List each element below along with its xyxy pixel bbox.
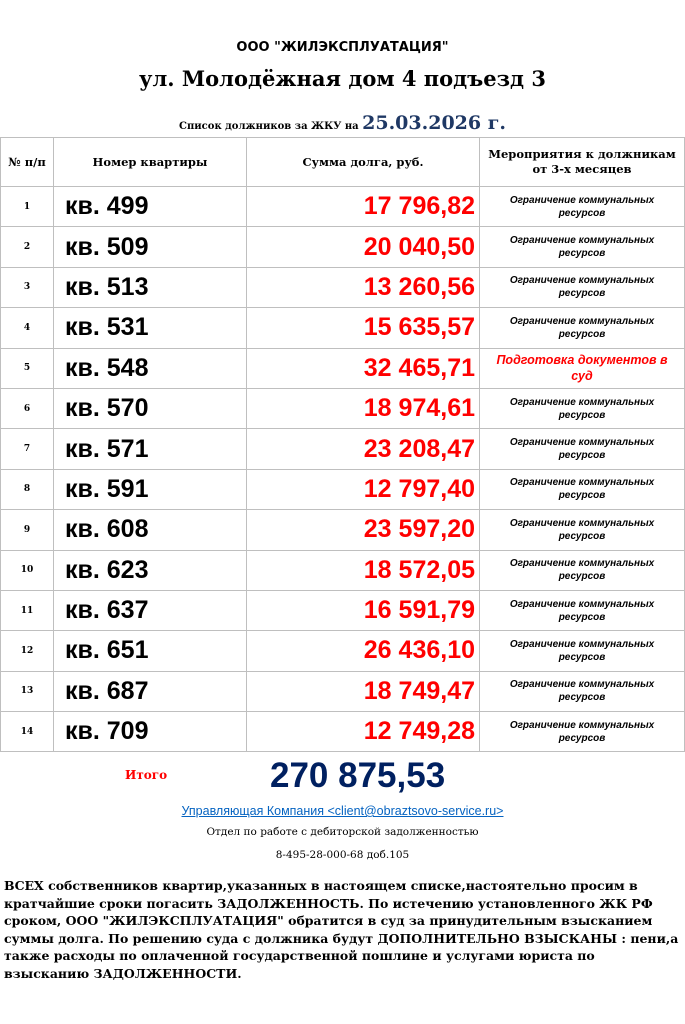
table-row: [1, 712, 685, 752]
column-header-debt: Сумма долга, руб.: [247, 138, 480, 187]
debt-amount: 23 597,20: [247, 510, 480, 550]
debt-amount: 18 572,05: [247, 550, 480, 590]
table-row: [1, 510, 685, 550]
debtors-table: [0, 137, 685, 752]
apartment-number: кв. 608: [54, 510, 247, 550]
debt-amount: 12 749,28: [247, 712, 480, 752]
table-row: [1, 388, 685, 428]
debtor-action: Ограничение коммунальных ресурсов: [480, 550, 685, 590]
apartment-number: кв. 499: [54, 187, 247, 227]
table-row: [1, 590, 685, 630]
apartment-number: кв. 709: [54, 712, 247, 752]
row-number: 13: [1, 671, 54, 711]
row-number: 5: [1, 348, 54, 388]
debtor-action: Ограничение коммунальных ресурсов: [480, 187, 685, 227]
apartment-number: кв. 687: [54, 671, 247, 711]
debtor-action: Ограничение коммунальных ресурсов: [480, 227, 685, 267]
table-row: [1, 631, 685, 671]
apartment-number: кв. 548: [54, 348, 247, 388]
row-number: 11: [1, 590, 54, 630]
debtor-action: Ограничение коммунальных ресурсов: [480, 267, 685, 307]
table-row: [1, 429, 685, 469]
debt-amount: 23 208,47: [247, 429, 480, 469]
row-number: 14: [1, 712, 54, 752]
phone-number: 8-495-28-000-68 доб.105: [275, 849, 410, 861]
total-label: Итого: [125, 768, 168, 782]
column-header-apartment: Номер квартиры: [54, 138, 247, 187]
debtor-action: Подготовка документов в суд: [480, 348, 685, 388]
debtor-action: Ограничение коммунальных ресурсов: [480, 429, 685, 469]
row-number: 8: [1, 469, 54, 509]
row-number: 3: [1, 267, 54, 307]
debtor-action: Ограничение коммунальных ресурсов: [480, 388, 685, 428]
apartment-number: кв. 651: [54, 631, 247, 671]
row-number: 7: [1, 429, 54, 469]
list-prefix: Список должников за ЖКУ на: [178, 121, 359, 132]
debt-amount: 18 974,61: [247, 388, 480, 428]
list-subtitle: [0, 112, 685, 134]
apartment-number: кв. 637: [54, 590, 247, 630]
debt-amount: 26 436,10: [247, 631, 480, 671]
apartment-number: кв. 591: [54, 469, 247, 509]
apartment-number: кв. 513: [54, 267, 247, 307]
debt-amount: 16 591,79: [247, 590, 480, 630]
table-header-row: [1, 138, 685, 187]
debt-amount: 12 797,40: [247, 469, 480, 509]
table-row: [1, 187, 685, 227]
address-title: ул. Молодёжная дом 4 подъезд 3: [139, 66, 546, 91]
table-row: [1, 469, 685, 509]
debtor-action: Ограничение коммунальных ресурсов: [480, 631, 685, 671]
table-row: [1, 227, 685, 267]
debtor-action: Ограничение коммунальных ресурсов: [480, 590, 685, 630]
row-number: 9: [1, 510, 54, 550]
column-header-number: № п/п: [1, 138, 54, 187]
organization-name: ООО "ЖИЛЭКСПЛУАТАЦИЯ": [236, 40, 449, 55]
debtor-action: Ограничение коммунальных ресурсов: [480, 469, 685, 509]
apartment-number: кв. 531: [54, 308, 247, 348]
notice-text: ВСЕХ собственников квартир,указанных в настоящем списке,настоятельно просим в кратчайшие сроки погасить ЗАДОЛЖЕННОСТЬ. По истечению установленного ЖК РФ сроком, ООО "ЖИЛЭКСПЛУАТАЦИЯ" обратится в суд за принудительным взысканием суммы долга. По решению суда с должника будут ДОПОЛНИТЕЛЬНО ВЗЫСКАНЫ : пени,а также расходы по оплаченной государственной пошлине и услугами юриста по взысканию ЗАДОЛЖЕННОСТИ.: [4, 878, 679, 981]
apartment-number: кв. 570: [54, 388, 247, 428]
column-header-action: Мероприятия к должникам от 3-х месяцев: [480, 138, 685, 187]
list-date: 25.03.2026 г.: [362, 112, 506, 134]
row-number: 4: [1, 308, 54, 348]
table-row: [1, 671, 685, 711]
table-row: [1, 308, 685, 348]
apartment-number: кв. 509: [54, 227, 247, 267]
row-number: 6: [1, 388, 54, 428]
debtor-action: Ограничение коммунальных ресурсов: [480, 712, 685, 752]
department-name: Отдел по работе с дебиторской задолженностью: [206, 826, 479, 838]
apartment-number: кв. 571: [54, 429, 247, 469]
table-row: [1, 267, 685, 307]
row-number: 1: [1, 187, 54, 227]
debt-amount: 20 040,50: [247, 227, 480, 267]
debt-amount: 13 260,56: [247, 267, 480, 307]
debtor-action: Ограничение коммунальных ресурсов: [480, 671, 685, 711]
table-row: [1, 348, 685, 388]
debt-amount: 18 749,47: [247, 671, 480, 711]
debt-amount: 17 796,82: [247, 187, 480, 227]
row-number: 2: [1, 227, 54, 267]
row-number: 10: [1, 550, 54, 590]
debt-amount: 32 465,71: [247, 348, 480, 388]
table-body: [1, 187, 685, 752]
management-company-link[interactable]: Управляющая Компания <client@obraztsovo-service.ru>: [181, 804, 504, 818]
debtor-action: Ограничение коммунальных ресурсов: [480, 510, 685, 550]
debtor-action: Ограничение коммунальных ресурсов: [480, 308, 685, 348]
apartment-number: кв. 623: [54, 550, 247, 590]
table-row: [1, 550, 685, 590]
row-number: 12: [1, 631, 54, 671]
total-value: 270 875,53: [270, 756, 446, 795]
debt-amount: 15 635,57: [247, 308, 480, 348]
